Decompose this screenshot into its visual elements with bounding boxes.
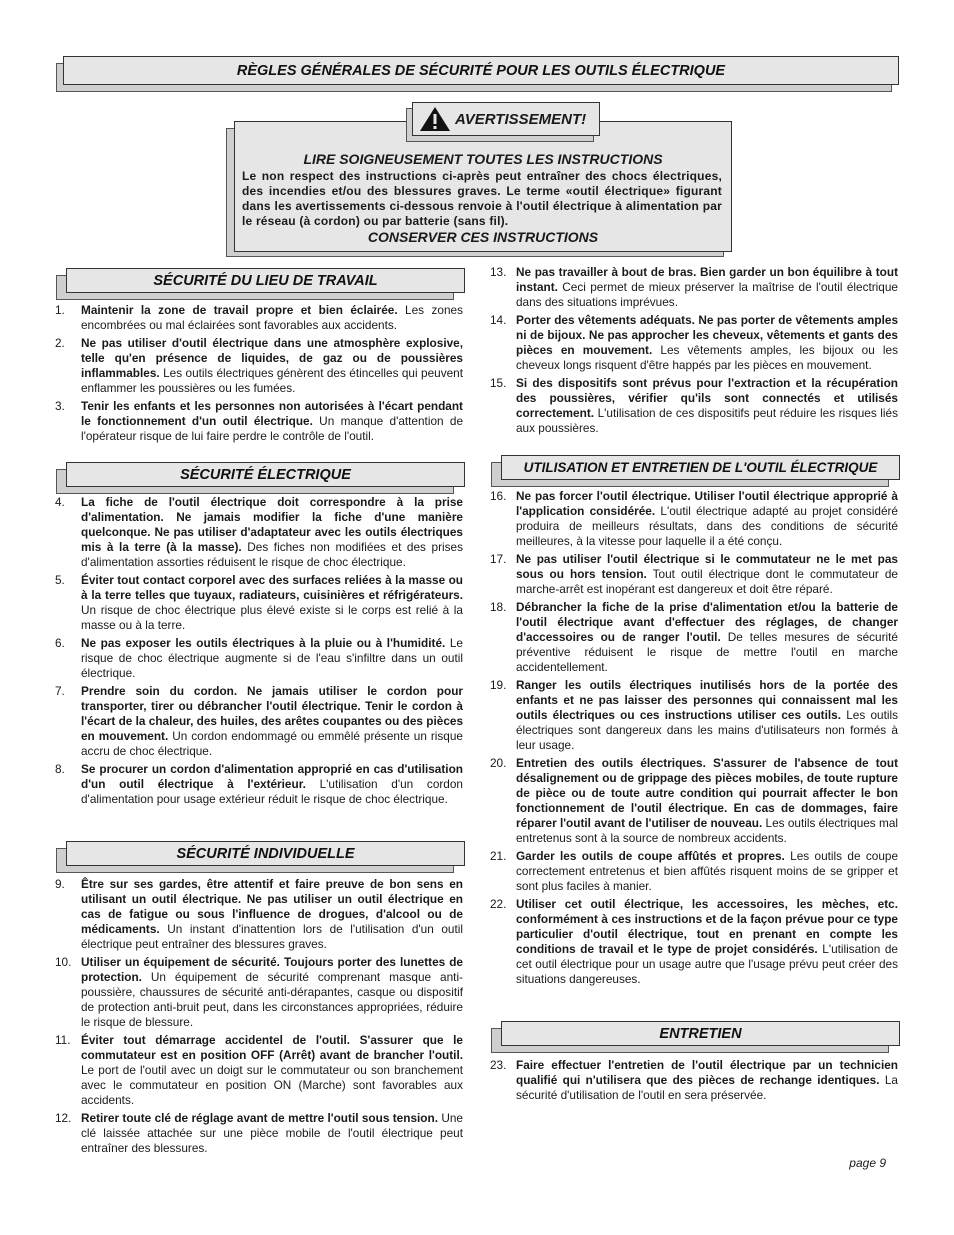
page-number: page 9 (849, 1156, 886, 1170)
list-item: 3. Tenir les enfants et les personnes non autorisées à l'écart pendant le fonctionnement d'un outil électrique. Un manque d'attention de l'opérateur risque de lui faire perdre le contrôle de l'outil. (55, 399, 464, 443)
section-title: UTILISATION ET ENTRETIEN DE L'OUTIL ÉLECTRIQUE (523, 460, 878, 475)
warning-body: Le non respect des instructions ci-après peut entraîner des chocs électriques, des incendies et/ou des blessures graves. Le terme «outil électrique» figurant dans les avertissements ci-dessous renvoie à l'outil électrique à alimentation par le réseau (à cordon) ou par batterie (sans fil). (242, 169, 722, 228)
list-item: 10. Utiliser un équipement de sécurité. Toujours porter des lunettes de protection. Un équipement de sécurité comprenant masque anti-poussière, chaussures de sécurité anti-dérapantes, casque ou dispositif de protection anti-bruit peut, dans les circonstances appropriées, réduire le risque de blessure. (55, 955, 463, 1029)
list-item: 13. Ne pas travailler à bout de bras. Bien garder un bon équilibre à tout instant. Ceci permet de mieux préserver la maîtrise de l'outil électrique dans des situations imprévues. (490, 265, 898, 309)
right-column-service (490, 1058, 898, 1106)
list-item: 23. Faire effectuer l'entretien de l'outil électrique par un technicien qualifié qui n'utilisera que des pièces de rechange identiques. La sécurité d'utilisation de l'outil en sera préservée. (490, 1058, 898, 1102)
list-item: 22. Utiliser cet outil électrique, les accessoires, les mèches, etc. conformément à ces instructions et de la façon prévue pour ce type particulier d'outil électrique, tout en prenant en compte les conditions de travail et le type de projet considérés. L'utilisation de cet outil électrique pour un usage autre que l'usage prévu peut créer des situations dangereuses. (490, 897, 898, 986)
section-title: SÉCURITÉ INDIVIDUELLE (176, 845, 355, 862)
list-item: 2. Ne pas utiliser d'outil électrique dans une atmosphère explosive, telle qu'en présence de liquides, de gaz ou de poussières inflammables. Les outils électriques génèrent des étincelles qui peuvent enflammer les poussières ou les fumées. (55, 336, 463, 395)
main-title: RÈGLES GÉNÉRALES DE SÉCURITÉ POUR LES OUTILS ÉLECTRIQUE (236, 62, 726, 79)
list-item: 19. Ranger les outils électriques inutilisés hors de la portée des enfants et ne pas laisser des personnes qui connaissent mal les outils électriques ou ces instructions utiliser ces outils. Les outils électriques sont dangereux dans les mains d'utilisateurs non formés à leur usage. (490, 678, 898, 752)
left-column-work-area (55, 303, 464, 447)
section-title: ENTRETIEN (659, 1025, 742, 1042)
list-item: 6. Ne pas exposer les outils électriques à la pluie ou à l'humidité. Le risque de choc électrique augmente si de l'eau s'infiltre dans un outil électrique. (55, 636, 463, 680)
list-item: 21. Garder les outils de coupe affûtés et propres. Les outils de coupe correctement entretenus et bien affûtés risquent moins de se gripper et sont plus faciles à manier. (490, 849, 899, 893)
list-item: 4. La fiche de l'outil électrique doit correspondre à la prise d'alimentation. Ne jamais modifier la fiche d'une manière quelconque. Ne pas utiliser d'adaptateur avec les outils électriques mis à la terre (à la masse). Des fiches non modifiées et des prises d'alimentation assorties réduisent le risque de choc électrique. (55, 495, 463, 569)
list-item: 7. Prendre soin du cordon. Ne jamais utiliser le cordon pour transporter, tirer ou débrancher l'outil électrique. Tenir le cordon à l'écart de la chaleur, des huiles, des arêtes coupantes ou des pièces en mouvement. Un cordon endommagé ou emmêlé présente un risque accru de choc électrique. (55, 684, 463, 758)
list-item: 12. Retirer toute clé de réglage avant de mettre l'outil sous tension. Une clé laissée attachée sur une pièce mobile de l'outil électrique peut entraîner des blessures. (55, 1111, 463, 1155)
left-column-electrical (55, 495, 463, 810)
list-item: 8. Se procurer un cordon d'alimentation approprié en cas d'utilisation d'un outil électrique à l'extérieur. L'utilisation d'un cordon d'alimentation pour usage extérieur réduit le risque de choc électrique. (55, 762, 463, 806)
list-item: 9. Être sur ses gardes, être attentif et faire preuve de bon sens en utilisant un outil électrique. Ne pas utiliser un outil électrique en cas de fatigue ou sous l'influence de drogues, d'alcool ou de médicaments. Un instant d'inattention lors de l'utilisation d'un outil électrique peut entraîner des blessures graves. (55, 877, 463, 951)
list-item: 15. Si des dispositifs sont prévus pour l'extraction et la récupération des poussières, vérifier qu'ils sont connectés et utilisés correctement. L'utilisation de ces dispositifs peut réduire les risques liés aux poussières. (490, 376, 898, 435)
right-column-tool-use (490, 489, 899, 990)
list-item: 14. Porter des vêtements adéquats. Ne pas porter de vêtements amples ni de bijoux. Ne pas approcher les cheveux, vêtements et gants des pièces en mouvement. Les vêtements amples, les bijoux ou les cheveux longs risquent d'être happés par les pièces en mouvement. (490, 313, 899, 372)
list-item: 11. Éviter tout démarrage accidentel de l'outil. S'assurer que le commutateur est en position OFF (Arrêt) avant de brancher l'outil. Le port de l'outil avec un doigt sur le commutateur ou son branchement avec le commutateur en position ON (Marche) sont favorables aux accidents. (55, 1033, 463, 1107)
warning-triangle-icon (419, 106, 451, 132)
list-item: 5. Éviter tout contact corporel avec des surfaces reliées à la masse ou à la terre telles que tuyaux, radiateurs, cuisinières et réfrigérateurs. Un risque de choc électrique plus élevé existe si le corps est relié à la masse ou à la terre. (55, 573, 463, 632)
warning-heading: LIRE SOIGNEUSEMENT TOUTES LES INSTRUCTIONS (303, 151, 663, 167)
list-item: 1. Maintenir la zone de travail propre et bien éclairée. Les zones encombrées ou mal éclairées sont favorables aux accidents. (55, 303, 463, 332)
section-title: SÉCURITÉ DU LIEU DE TRAVAIL (153, 272, 378, 289)
warning-label: AVERTISSEMENT! (455, 110, 587, 128)
right-column-personal-cont (490, 265, 899, 439)
list-item: 17. Ne pas utiliser l'outil électrique si le commutateur ne le met pas sous ou hors tension. Tout outil électrique dont le commutateur de marche-arrêt est inopérant est dangereux et doit être réparé. (490, 552, 898, 596)
warning-tag (412, 102, 600, 136)
list-item: 18. Débrancher la fiche de la prise d'alimentation et/ou la batterie de l'outil électrique avant d'effectuer des réglages, de changer d'accessoires ou de ranger l'outil. De telles mesures de sécurité préventive réduisent le risque de mettre l'outil en marche accidentellement. (490, 600, 898, 674)
list-item: 20. Entretien des outils électriques. S'assurer de l'absence de tout désalignement ou de grippage des pièces mobiles, de toute rupture de pièce ou de toute autre condition qui pourrait affecter le bon fonctionnement de l'outil électrique. En cas de dommages, faire réparer l'outil avant de l'utiliser de nouveau. Les outils électriques mal entretenus sont à la source de nombreux accidents. (490, 756, 899, 845)
list-item: 16. Ne pas forcer l'outil électrique. Utiliser l'outil électrique approprié à l'application considérée. L'outil électrique adapté au projet considéré produira de meilleurs résultats, dans des conditions de sécurité meilleures, à la vitesse pour laquelle il a été conçu. (490, 489, 898, 548)
left-column-personal (55, 877, 463, 1159)
warning-footer: CONSERVER CES INSTRUCTIONS (367, 229, 599, 245)
section-title: SÉCURITÉ ÉLECTRIQUE (180, 466, 351, 483)
